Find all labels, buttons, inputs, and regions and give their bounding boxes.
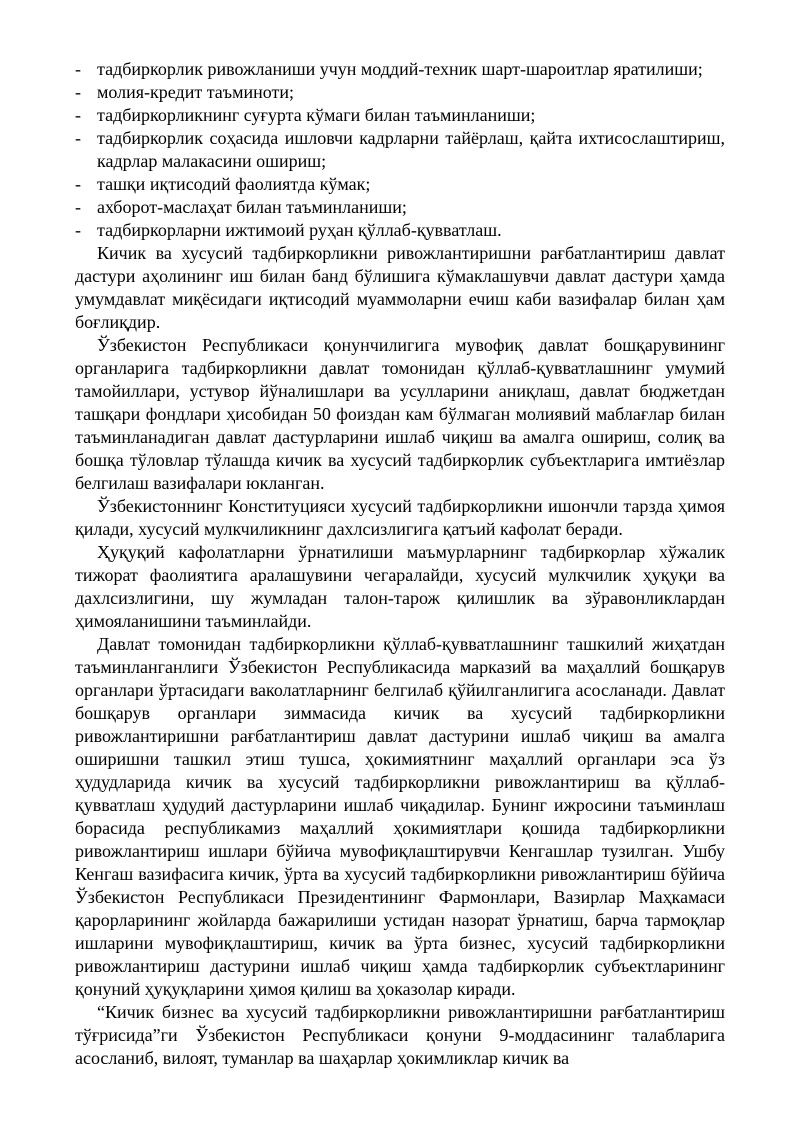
bullet-dash: - bbox=[75, 174, 81, 194]
paragraph: Давлат томонидан тадбиркорликни қўллаб-қувватлашнинг ташкилий жиҳатдан таъминланганлиги Ўзбекистон Республикасида марказий ва маҳаллий бошқарув органлари ўртасидаги ваколатларнинг белгилаб қўйилганлигига асосланади. Давлат бошқарув органлари зиммасида кичик ва хусусий тадбиркорликни ривожлантиришни рағбатлантириш давлат дастурини ишлаб чиқиш ва амалга оширишни ташкил этиш тушса, ҳокимиятнинг маҳаллий органлари эса ўз ҳудудларида кичик ва хусусий тадбиркорликни ривожлантириш ва қўллаб-қувватлаш ҳудудий дастурларини ишлаб чиқадилар. Бунинг ижросини таъминлаш борасида республикамиз маҳаллий ҳокимиятлари қошида тадбиркорликни ривожлантириш ишлари бўйича мувофиқлаштирувчи Кенгашлар тузилган. Ушбу Кенгаш вазифасига кичик, ўрта ва хусусий тадбиркорликни ривожлантириш бўйича Ўзбекистон Республикаси Президентининг Фармонлари, Вазирлар Маҳкамаси қарорларининг жойларда бажарилиши устидан назорат ўрнатиш, барча тармоқлар ишларини мувофиқлаштириш, кичик ва ўрта бизнес, хусусий тадбиркорликни ривожлантириш дастурини ишлаб чиқиш ҳамда тадбиркорлик субъектларининг қонуний ҳуқуқларини ҳимоя қилиш ва ҳоказолар киради. bbox=[75, 634, 725, 999]
list-item bbox=[75, 219, 725, 242]
paragraph: Кичик ва хусусий тадбиркорликни ривожлантиришни рағбатлантириш давлат дастури аҳолининг иш билан банд бўлишига кўмаклашувчи давлат дастури ҳамда умумдавлат миқёсидаги иқтисодий муаммоларни ечиш каби вазифалар билан ҳам боғлиқдир. bbox=[75, 243, 725, 332]
bullet-dash: - bbox=[75, 220, 81, 240]
list-item bbox=[75, 196, 725, 219]
paragraph: Ўзбекистоннинг Конституцияси хусусий тадбиркорликни ишончли тарзда ҳимоя қилади, хусусий мулкчиликнинг дахлсизлигига қатъий кафолат беради. bbox=[75, 496, 725, 539]
bullet-dash: - bbox=[75, 59, 81, 79]
list-item bbox=[75, 81, 725, 104]
list-item-text: ахборот-маслаҳат билан таъминланиши; bbox=[97, 197, 407, 217]
list-item-text: ташқи иқтисодий фаолиятда кўмак; bbox=[97, 174, 371, 194]
bullet-list bbox=[75, 58, 725, 242]
document-page bbox=[75, 58, 725, 1070]
list-item bbox=[75, 104, 725, 127]
paragraph: Ўзбекистон Республикаси қонунчилигига мувофиқ давлат бошқарувининг органларига тадбиркорликни давлат томонидан қўллаб-қувватлашнинг умумий тамойиллари, устувор йўналишлари ва усулларини аниқлаш, давлат бюджетдан ташқари фондлари ҳисобидан 50 фоиздан кам бўлмаган молиявий маблағлар билан таъминланадиган давлат дастурларини ишлаб чиқиш ва амалга ошириш, солиқ ва бошқа тўловлар тўлашда кичик ва хусусий тадбиркорлик субъектларига имтиёзлар белгилаш вазифалари юкланган. bbox=[75, 335, 725, 493]
bullet-dash: - bbox=[75, 197, 81, 217]
list-item-text: тадбиркорлик ривожланиши учун моддий-техник шарт-шароитлар яратилиши; bbox=[97, 59, 703, 79]
list-item bbox=[75, 127, 725, 173]
list-item-text: тадбиркорларни ижтимоий руҳан қўллаб-қувватлаш. bbox=[97, 220, 502, 240]
bullet-dash: - bbox=[75, 105, 81, 125]
list-item bbox=[75, 58, 725, 81]
list-item-text: молия-кредит таъминоти; bbox=[97, 82, 294, 102]
paragraph: “Кичик бизнес ва хусусий тадбиркорликни ривожлантиришни рағбатлантириш тўғрисида”ги Ўзбекистон Республикаси қонуни 9-моддасининг талабларига асосланиб, вилоят, туманлар ва шаҳарлар ҳокимликлар кичик ва bbox=[75, 1002, 725, 1068]
bullet-dash: - bbox=[75, 82, 81, 102]
list-item bbox=[75, 173, 725, 196]
list-item-text: тадбиркорликнинг суғурта кўмаги билан таъминланиши; bbox=[97, 105, 536, 125]
list-item-text: тадбиркорлик соҳасида ишловчи кадрларни тайёрлаш, қайта ихтисослаштириш, кадрлар малакасини ошириш; bbox=[97, 128, 725, 171]
bullet-dash: - bbox=[75, 128, 81, 148]
paragraph: Ҳуқуқий кафолатларни ўрнатилиши маъмурларнинг тадбиркорлар хўжалик тижорат фаолиятига аралашувини чегаралайди, хусусий мулкчилик ҳуқуқи ва дахлсизлигини, шу жумладан талон-тарож қилишлик ва зўравонликлардан ҳимояланишини таъминлайди. bbox=[75, 542, 725, 631]
